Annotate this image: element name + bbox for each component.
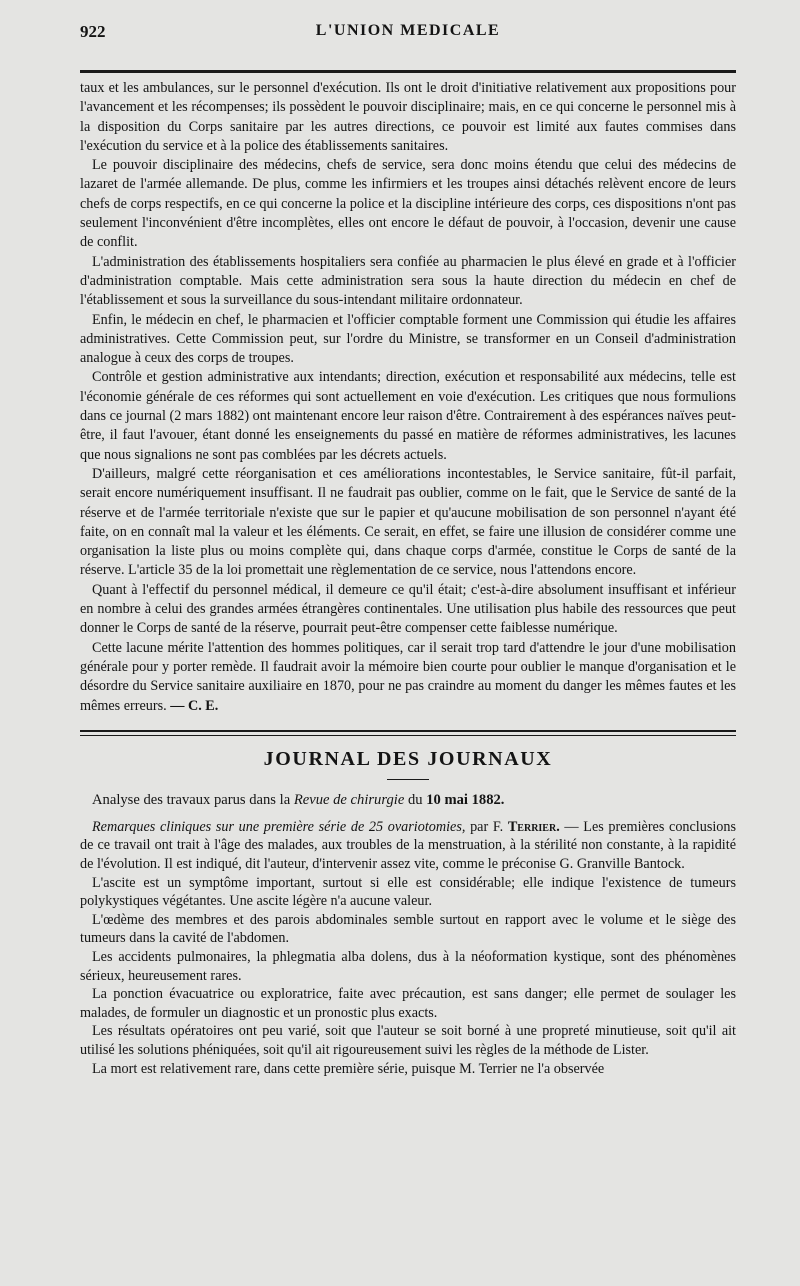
article-intro (80, 818, 736, 874)
review-article (80, 818, 736, 1078)
page-header (80, 22, 736, 58)
lead-middle: du (404, 791, 427, 808)
paragraph-text: Cette lacune mérite l'attention des hommes politiques, car il serait trop tard d'attendre le jour d'une mobilisation générale pour y porter remède. Il faudrait avoir la mémoire bien courte pour oublier le manque d'organisation et le désordre du Service sanitaire auxiliaire en 1870, pour ne pas craindre au moment du danger les mêmes fautes et les mêmes erreurs. (80, 639, 736, 714)
page-number: 922 (80, 22, 106, 41)
paragraph-final (80, 639, 736, 716)
paragraph: Enfin, le médecin en chef, le pharmacien et l'officier comptable forment une Commission qui étudie les affaires administratives. Cette Commission peut, sur l'ordre du Ministre, se transformer en un Conseil d'administration analogue à ceux des corps de troupes. (80, 311, 736, 367)
lead-prefix: Analyse des travaux parus dans la (92, 791, 294, 808)
article-paragraph: La mort est relativement rare, dans cette première série, puisque M. Terrier ne l'a observée (92, 1060, 605, 1077)
article-paragraph: L'œdème des membres et des parois abdominales semble surtout en rapport avec le volume et le siège des tumeurs dans la cavité de l'abdomen. (80, 911, 736, 947)
article-by: par F. (465, 818, 508, 835)
paragraph: taux et les ambulances, sur le personnel d'exécution. Ils ont le droit d'initiative relativement aux propositions pour l'avancement et les récompenses; ils possèdent le pouvoir disciplinaire; mais, en ce qui concerne le personnel mis à la disposition du Corps sanitaire par les autres directions, ce pouvoir est limité aux fautes commises dans l'exécution du service et à la police des établissements sanitaires. (80, 80, 736, 154)
article-author: Terrier. (507, 818, 560, 835)
article-paragraph: Les résultats opératoires ont peu varié, soit que l'auteur se soit borné à une propreté minutieuse, soit qu'il ait utilisé les solutions phéniquées, soit qu'il ait rigoureusement suivi les règles de la méthode de Lister. (80, 1023, 736, 1058)
paragraph: Quant à l'effectif du personnel médical, il demeure ce qu'il était; c'est-à-dire absolument insuffisant et inférieur en nombre à celui des grandes armées étrangères continentales. Une utilisation plus habile des ressources que peut donner le Corps de santé de la réserve, pourrait peut-être compenser cette faiblesse numérique. (80, 581, 736, 637)
section-title: JOURNAL DES JOURNAUX (263, 747, 553, 770)
section-lead (80, 790, 736, 810)
journal-title: L'UNION MEDICALE (315, 22, 501, 39)
paragraph: D'ailleurs, malgré cette réorganisation et ces améliorations incontestables, le Service sanitaire, fût-il parfait, serait encore numériquement insuffisant. Il ne faudrait pas oublier, comme on le fait, que le Service de santé de la réserve et de l'armée territoriale n'existe que sur le papier et qu'aucune mobilisation de son personnel n'ayant été faite, on en connaît mal la valeur et les éléments. Ce serait, en effet, se faire une illusion de considérer comme une organisation la liste plus ou moins complète qui, dans chaque corps d'armée, constitue le Corps de santé de la réserve. L'article 35 de la loi promettait une règlementation de ce service, nous l'attendons encore. (80, 465, 736, 579)
article-intro-text: — Les premières conclusions de ce travail ont trait à l'âge des malades, aux troubles de la menstruation, à la stérilité non constante, à la rapidité de l'évolution. Il est indiqué, dit l'auteur, d'intervenir assez vite, comme le préconise G. Granville Bantock. (80, 818, 737, 872)
article-title: Remarques cliniques sur une première série de 25 ovariotomies, (92, 818, 466, 835)
lead-date: 10 mai 1882. (426, 791, 505, 808)
section-divider (80, 730, 736, 736)
paragraph: Contrôle et gestion administrative aux intendants; direction, exécution et responsabilité aux médecins, telle est l'économie générale de ces réformes qui sont actuellement en voie d'exécution. Les critiques que nous formulions dans ce journal (2 mars 1882) ont maintenant encore leur raison d'être. Contrairement à des espérances naïves peut-être, il faut l'avouer, étant donné les enseignements du passé en matière de réformes administratives, les lacunes que nous signalions ne sont pas comblées par les décrets actuels. (80, 369, 736, 463)
review-name: Revue de chirurgie (293, 791, 405, 808)
title-rule (387, 779, 429, 780)
article-paragraph: La ponction évacuatrice ou exploratrice, faite avec précaution, est sans danger; elle permet de soulager les malades, de formuler un diagnostic et un pronostic plus exacts. (80, 986, 736, 1021)
article-paragraph: Les accidents pulmonaires, la phlegmatia alba dolens, dus à la néoformation kystique, sont des phénomènes sérieux, heureusement rares. (80, 948, 736, 984)
signature: — C. E. (170, 697, 219, 714)
paragraph: L'administration des établissements hospitaliers sera confiée au pharmacien le plus élevé en grade et à l'officier d'administration comptable. Mais cette administration sera sous la haute direction du médecin en chef de l'établissement et sous la surveillance du sous-intendant militaire ordonnateur. (80, 253, 736, 309)
paragraph: Le pouvoir disciplinaire des médecins, chefs de service, sera donc moins étendu que celui des médecins de lazaret de l'armée allemande. De plus, comme les infirmiers et les troupes ainsi détachés relèvent encore de leurs chefs de corps respectifs, en ce qui concerne la police et la discipline intérieure des corps, ces dispositions n'ont pas seulement l'inconvénient d'être incomplètes, elles ont encore le défaut de pouvoir, à l'occasion, devenir une cause de conflit. (80, 157, 736, 251)
header-rule (80, 70, 736, 73)
article-body (80, 79, 736, 716)
article-paragraph: L'ascite est un symptôme important, surtout si elle est considérable; elle indique l'existence de tumeurs polykystiques végétantes. Une ascite légère n'a aucune valeur. (80, 874, 736, 910)
